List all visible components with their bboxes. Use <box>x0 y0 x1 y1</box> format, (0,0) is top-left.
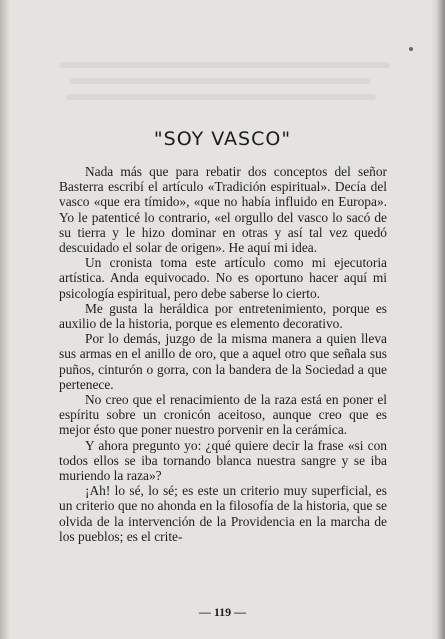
page-left-shadow <box>0 0 10 639</box>
paragraph: Me gusta la heráldica por entretenimiento, porque es auxilio de la historia, porque es elemento decorativo. <box>59 300 387 332</box>
paragraph: Y ahora pregunto yo: ¿qué quiere decir la frase «si con todos ellos se iba tornando blanca nuestra sangre y se iba muriendo la raza»? <box>59 437 387 484</box>
page-speck <box>409 47 413 51</box>
paragraph: Por lo demás, juzgo de la misma manera a quien lleva sus armas en el anillo de oro, que a aquel otro que señala sus puños, cinturón o gorra, con la bandera de la Sociedad a que pertenece. <box>59 331 387 392</box>
chapter-title: "SOY VASCO" <box>153 128 292 150</box>
page-right-shadow <box>431 0 445 639</box>
paragraph: Un cronista toma este artículo como mi ejecutoria artística. Anda equivocado. No es oportuno hacer aquí mi psicología espiritual, pero debe saberse lo cierto. <box>59 255 387 301</box>
bleed-through-line <box>70 78 370 84</box>
page-number: — 119 — <box>198 605 247 619</box>
bleed-through-line <box>60 62 390 68</box>
paragraph: No creo que el renacimiento de la raza está en poner el espíritu sobre un cronicón aceitoso, aunque creo que es mejor ésto que poner nuestro porvenir en la cerámica. <box>59 392 387 438</box>
bleed-through-line <box>66 94 376 100</box>
paragraph: ¡Ah! lo sé, lo sé; es este un criterio muy superficial, es un criterio que no ahonda en la filosofía de la historia, que se olvida de la intervención de la Providencia en la marcha de los pueblos; es el crite- <box>59 483 387 544</box>
body-text <box>59 164 387 544</box>
paragraph: Nada más que para rebatir dos conceptos del señor Basterra escribí el artículo «Tradición espiritual». Decía del vasco «que era tímido», «que no había influido en Europa». Yo le patenticé lo contrario, «el orgullo del vasco lo sacó de su tierra y le hizo dominar en otras y así tal vez quedó descuidado el solar de origen». He aquí mi idea. <box>59 164 387 256</box>
